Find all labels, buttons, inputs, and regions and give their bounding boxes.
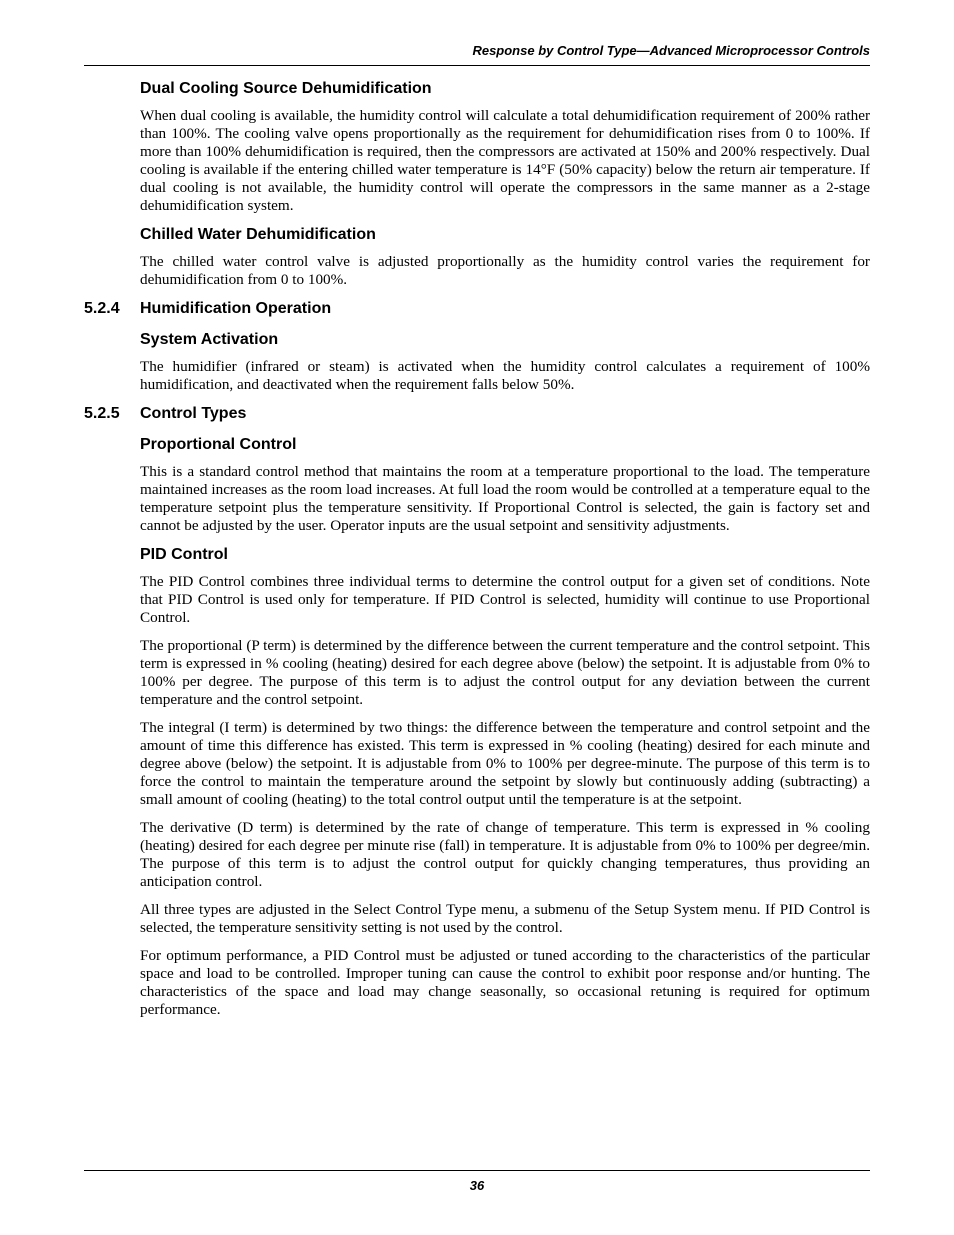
section-title: Humidification Operation <box>140 300 332 317</box>
paragraph-pid-p-term: The proportional (P term) is determined by the difference between the current temperature and the control setpoint. This term is expressed in % cooling (heating) desired for each degree above (below) the setpoint. It is adjustable from 0% to 100% per degree. The purpose of this term is to adjust the control output for any deviation between the current temperature and the control setpoint. <box>140 637 870 708</box>
heading-pid-control: PID Control <box>140 546 228 563</box>
paragraph-system-activation: The humidifier (infrared or steam) is activated when the humidity control calculates a requirement of 100% humidification, and deactivated when the requirement falls below 50%. <box>140 358 870 393</box>
heading-system-activation: System Activation <box>140 331 279 348</box>
page-number: 36 <box>469 1178 485 1193</box>
paragraph-chilled-water: The chilled water control valve is adjusted proportionally as the humidity control varies the requirement for dehumidification from 0 to 100%. <box>140 253 870 288</box>
heading-dual-cooling: Dual Cooling Source Dehumidification <box>140 80 432 97</box>
header-title: Response by Control Type—Advanced Microprocessor Controls <box>472 43 870 58</box>
paragraph-dual-cooling: When dual cooling is available, the humidity control will calculate a total dehumidification requirement of 200% rather than 100%. The cooling valve opens proportionally as the requirement for dehumidification rises from 0 to 100%. If more than 100% dehumidification is required, then the compressors are activated at 150% and 200% respectively. Dual cooling is available if the entering chilled water temperature is 14°F (50% capacity) below the return air temperature. If dual cooling is not available, the humidity control will operate the compressors in the same manner as a 2-stage dehumidification system. <box>140 107 870 214</box>
section-number: 5.2.5 <box>84 405 120 422</box>
document-body <box>84 79 870 1029</box>
paragraph-pid-intro: The PID Control combines three individual terms to determine the control output for a given set of conditions. Note that PID Control is used only for temperature. If PID Control is selected, humidity will continue to use Proportional Control. <box>140 573 870 626</box>
section-heading-5-2-4 <box>84 299 870 319</box>
page-header <box>84 42 870 66</box>
section-heading-5-2-5 <box>84 404 870 424</box>
page-footer <box>84 1170 870 1193</box>
paragraph-pid-i-term: The integral (I term) is determined by two things: the difference between the temperature and control setpoint and the amount of time this difference has existed. This term is expressed in % cooling (heating) desired for each minute and degree above (below) the setpoint. It is adjustable from 0% to 100% per degree-minute. The purpose of this term is to force the control to maintain the temperature around the setpoint by slowly but continuously adding (subtracting) a small amount of cooling (heating) to the total control output until the temperature is at the setpoint. <box>140 719 870 808</box>
paragraph-pid-d-term: The derivative (D term) is determined by the rate of change of temperature. This term is expressed in % cooling (heating) desired for each degree per minute rise (fall) in temperature. It is adjustable from 0% to 100% per degree/min. The purpose of this term is to adjust the control output for quickly changing temperatures, thus providing an anticipation control. <box>140 819 870 890</box>
heading-chilled-water: Chilled Water Dehumidification <box>140 226 376 243</box>
section-title: Control Types <box>140 405 247 422</box>
heading-proportional-control: Proportional Control <box>140 436 297 453</box>
paragraph-pid-tuning: For optimum performance, a PID Control must be adjusted or tuned according to the characteristics of the particular space and load to be controlled. Improper tuning can cause the control to exhibit poor response and/or hunting. The characteristics of the space and load may change seasonally, so occasional retuning is required for optimum performance. <box>140 947 870 1018</box>
paragraph-pid-adjustment: All three types are adjusted in the Select Control Type menu, a submenu of the Setup System menu. If PID Control is selected, the temperature sensitivity setting is not used by the control. <box>140 901 870 936</box>
paragraph-proportional-control: This is a standard control method that maintains the room at a temperature proportional to the load. The temperature maintained increases as the room load increases. At full load the room would be controlled at a temperature equal to the temperature setpoint plus the temperature sensitivity. If Proportional Control is selected, the gain is factory set and cannot be adjusted by the user. Operator inputs are the usual setpoint and sensitivity adjustments. <box>140 463 870 534</box>
section-number: 5.2.4 <box>84 300 120 317</box>
